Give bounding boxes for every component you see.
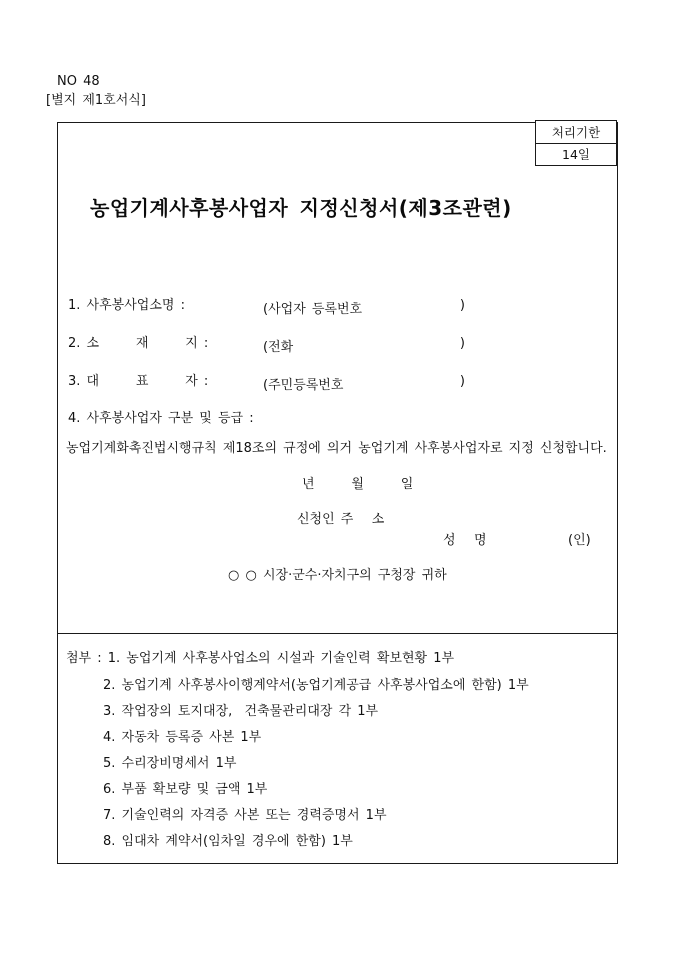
section-divider bbox=[57, 633, 617, 634]
attachment-item: 8. 임대차 계약서(임차일 경우에 한함) 1부 bbox=[103, 834, 353, 849]
form-reference: [별지 제1호서식] bbox=[46, 93, 146, 108]
form-border bbox=[57, 122, 618, 864]
paren-open-text: (전화 bbox=[263, 340, 294, 355]
paren-open-text: (사업자 등록번호 bbox=[263, 302, 363, 317]
doc-number: NO 48 bbox=[57, 74, 100, 89]
date-line: 년 월 일 bbox=[302, 477, 414, 492]
field-paren-business-reg-no bbox=[263, 298, 465, 317]
field-paren-phone bbox=[263, 336, 465, 355]
applicant-name-label: 성 명 bbox=[443, 533, 487, 548]
processing-time-label: 처리기한 bbox=[536, 121, 616, 144]
attachment-item: 7. 기술인력의 자격증 사본 또는 경력증명서 1부 bbox=[103, 808, 387, 823]
seal-mark: (인) bbox=[568, 533, 591, 548]
form-title: 농업기계사후봉사업자 지정신청서(제3조관련) bbox=[90, 196, 512, 220]
recipient-line: ○ ○ 시장·군수·자치구의 구청장 귀하 bbox=[228, 568, 447, 583]
processing-time-box bbox=[535, 120, 617, 166]
field-label-address: 2. 소 재 지 : bbox=[68, 336, 209, 351]
paren-close-text: ) bbox=[459, 374, 465, 389]
field-label-business-name: 1. 사후봉사업소명 : bbox=[68, 298, 185, 313]
attachment-item: 6. 부품 확보량 및 금액 1부 bbox=[103, 782, 268, 797]
attachment-first-line: 첨부 : 1. 농업기계 사후봉사업소의 시설과 기술인력 확보현황 1부 bbox=[66, 651, 455, 666]
attachment-item: 4. 자동차 등록증 사본 1부 bbox=[103, 730, 262, 745]
paren-close-text: ) bbox=[459, 298, 465, 313]
attachment-item: 2. 농업기계 사후봉사이행계약서(농업기계공급 사후봉사업소에 한함) 1부 bbox=[103, 678, 529, 693]
field-paren-resident-reg-no bbox=[263, 374, 465, 393]
paren-open-text: (주민등록번호 bbox=[263, 378, 344, 393]
applicant-address-line: 신청인 주 소 bbox=[297, 512, 385, 527]
paren-close-text: ) bbox=[459, 336, 465, 351]
attachment-item: 3. 작업장의 토지대장, 건축물관리대장 각 1부 bbox=[103, 704, 379, 719]
field-label-category-grade: 4. 사후봉사업자 구분 및 등급 : bbox=[68, 411, 254, 426]
attachment-item: 5. 수리장비명세서 1부 bbox=[103, 756, 237, 771]
field-label-representative: 3. 대 표 자 : bbox=[68, 374, 209, 389]
processing-time-value: 14일 bbox=[562, 147, 590, 163]
statement-text: 농업기계화촉진법시행규칙 제18조의 규정에 의거 농업기계 사후봉사업자로 지정 신청합니다. bbox=[66, 441, 607, 456]
